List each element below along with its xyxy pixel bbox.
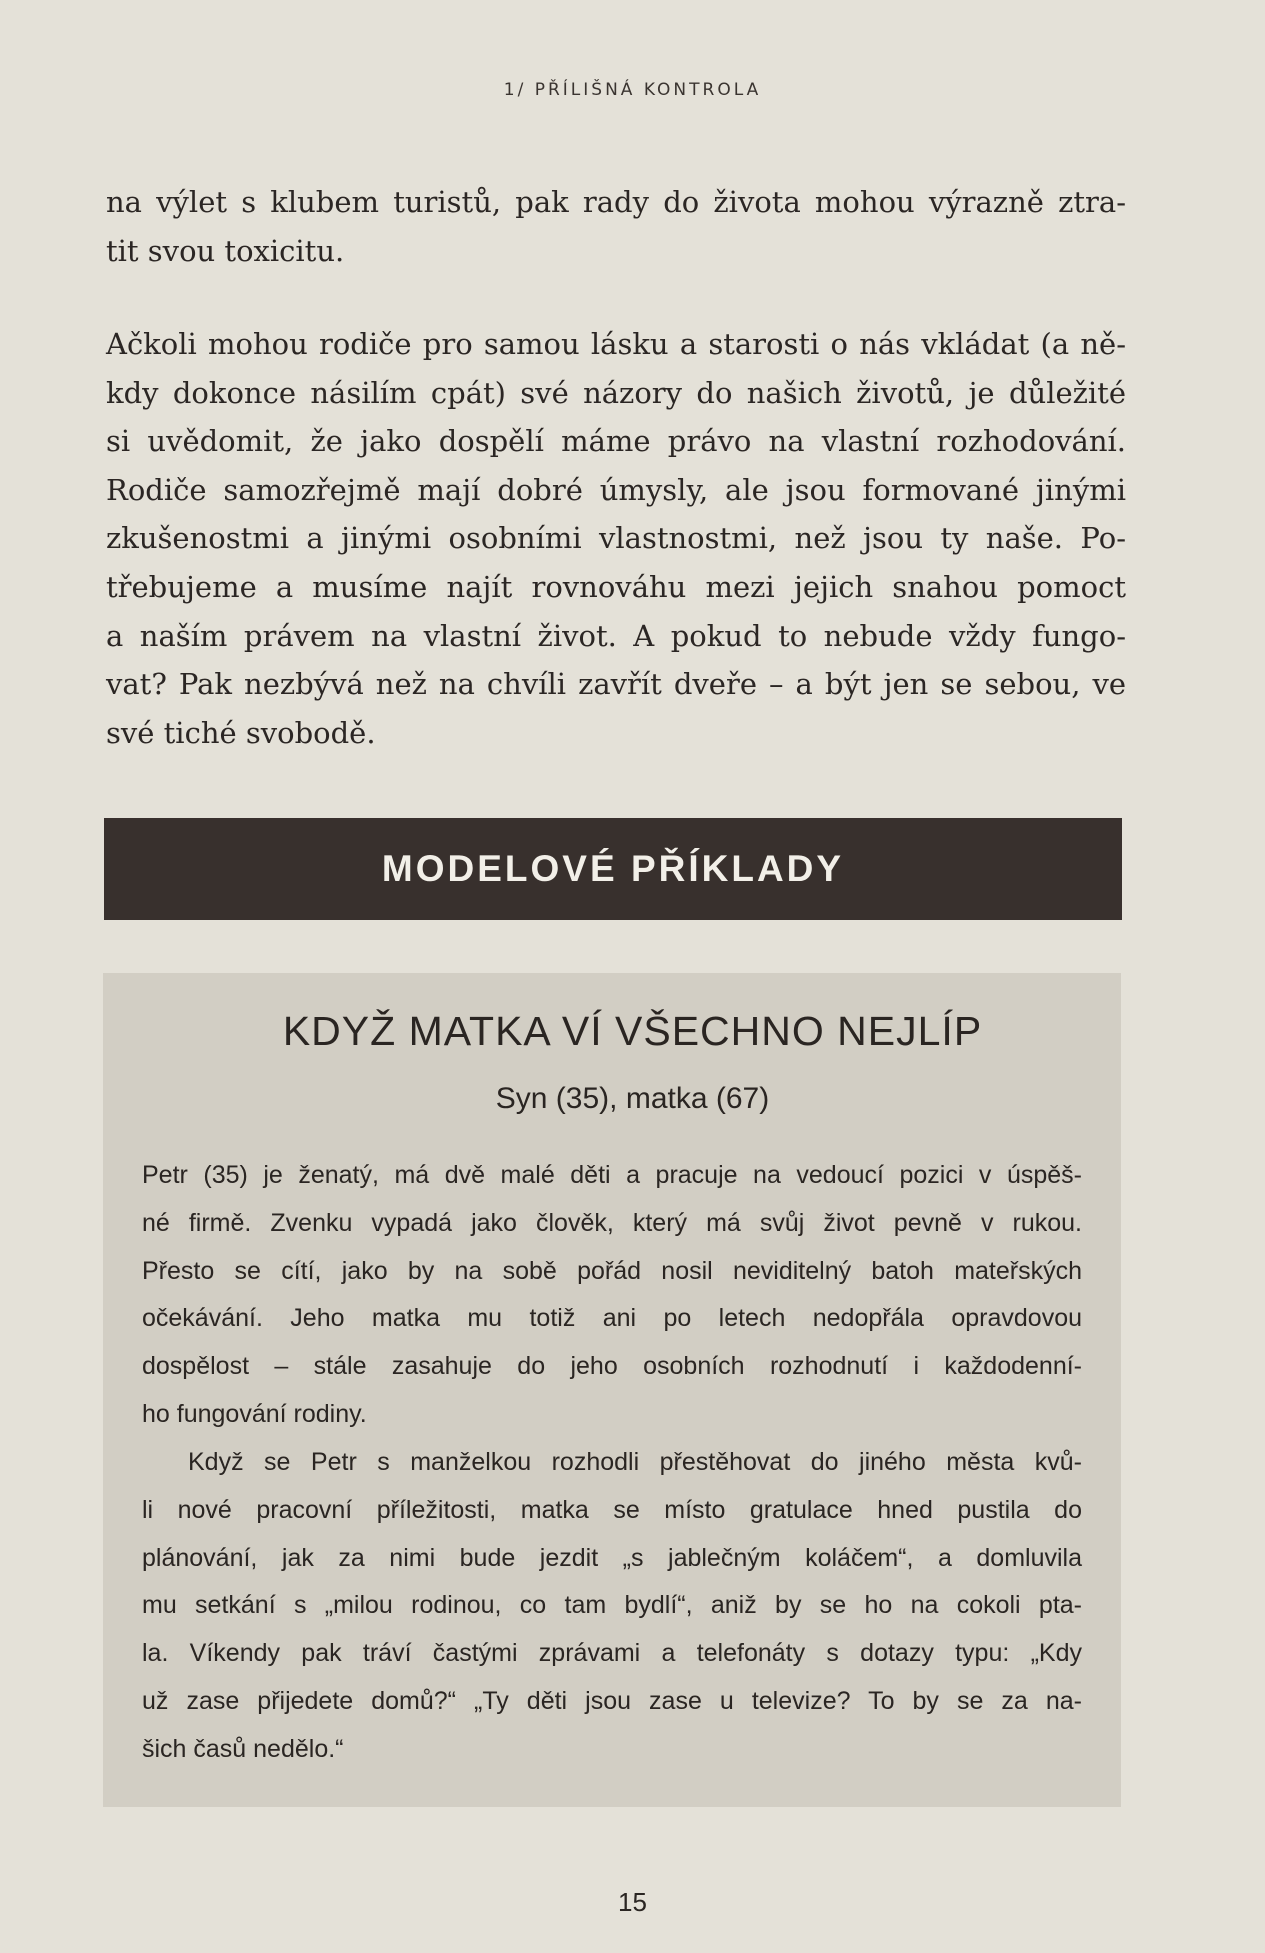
text-line: třebujeme a musíme najít rovnováhu mezi jejich snahou pomoct [106, 569, 1126, 604]
text-line: si uvědomit, že jako dospělí máme právo na vlastní rozhodování. [106, 424, 1126, 459]
text-line: už zase přijedete domů?“ „Ty děti jsou zase u televize? To by se za na- [142, 1686, 1082, 1715]
running-head: 1/ PŘÍLIŠNÁ KONTROLA [503, 80, 762, 100]
text-line: né firmě. Zvenku vypadá jako člověk, který má svůj život pevně v rukou. [142, 1208, 1082, 1237]
example-paragraph-1 [142, 1152, 1082, 1439]
text-line: šich časů nedělo.“ [142, 1734, 344, 1763]
text-line: ho fungování rodiny. [142, 1399, 367, 1428]
section-banner-title: MODELOVÉ PŘÍKLADY [381, 848, 845, 889]
text-line: Když se Petr s manželkou rozhodli přestěhovat do jiného města kvů- [188, 1448, 1082, 1476]
text-line: Přesto se cítí, jako by na sobě pořád nosil neviditelný batoh mateřských [142, 1256, 1082, 1285]
text-line: vat? Pak nezbývá než na chvíli zavřít dveře – a být jen se sebou, ve [106, 667, 1126, 702]
text-line: své tiché svobodě. [106, 715, 376, 750]
text-line: na výlet s klubem turistů, pak rady do života mohou výrazně ztra- [106, 185, 1126, 219]
body-paragraph-2 [106, 320, 1126, 757]
example-subtitle: Syn (35), matka (67) [495, 1082, 770, 1115]
text-line: li nové pracovní příležitosti, matka se místo gratulace hned pustila do [142, 1495, 1082, 1524]
body-paragraph-1 [106, 178, 1126, 275]
text-line: očekávání. Jeho matka mu totiž ani po letech nedopřála opravdovou [142, 1304, 1082, 1333]
text-line: dospělost – stále zasahuje do jeho osobních rozhodnutí i každodenní- [142, 1352, 1082, 1381]
example-title: KDYŽ MATKA VÍ VŠECHNO NEJLÍP [282, 1008, 983, 1054]
text-line: kdy dokonce násilím cpát) své názory do našich životů, je důležité [106, 375, 1126, 410]
text-line: mu setkání s „milou rodinou, co tam bydlí“, aniž by se ho na cokoli pta- [142, 1591, 1082, 1620]
text-line: a naším právem na vlastní život. A pokud to nebude vždy fungo- [106, 618, 1126, 653]
text-line: Ačkoli mohou rodiče pro samou lásku a starosti o nás vkládat (a ně- [106, 327, 1126, 361]
text-line: plánování, jak za nimi bude jezdit „s jablečným koláčem“, a domluvila [142, 1543, 1082, 1572]
example-paragraph-2 [142, 1439, 1082, 1774]
section-banner [104, 818, 1122, 920]
text-line: Rodiče samozřejmě mají dobré úmysly, ale jsou formované jinými [106, 472, 1126, 507]
text-line: Petr (35) je ženatý, má dvě malé děti a pracuje na vedoucí pozici v úspěš- [142, 1161, 1082, 1189]
page-number: 15 [618, 1887, 647, 1917]
text-line: la. Víkendy pak tráví častými zprávami a telefonáty s dotazy typu: „Kdy [142, 1639, 1082, 1668]
text-line: zkušenostmi a jinými osobními vlastnostmi, než jsou ty naše. Po- [106, 521, 1126, 556]
text-line: tit svou toxicitu. [106, 233, 345, 268]
